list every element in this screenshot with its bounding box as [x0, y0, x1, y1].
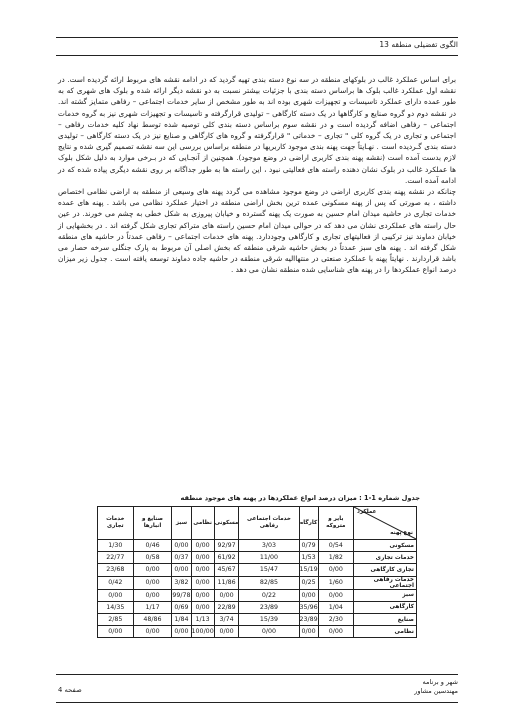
table-cell: 23/89: [239, 601, 299, 613]
table-cell: 0/00: [98, 589, 134, 601]
table-cell: 0/00: [214, 626, 239, 638]
row-label: سبز: [354, 589, 417, 601]
footer-top-rule: [56, 674, 458, 675]
table-row: [98, 601, 417, 613]
column-header: صنایع و انبارها: [133, 507, 172, 540]
table-cell: 0/00: [191, 552, 214, 564]
table-cell: 1/13: [191, 613, 214, 625]
table-cell: 35/96: [299, 601, 318, 613]
table-row: [98, 564, 417, 576]
table-cell: 1/84: [172, 613, 191, 625]
table-row: [98, 540, 417, 552]
table-cell: 0/00: [191, 589, 214, 601]
row-label: صنایع: [354, 613, 417, 625]
table-cell: 1/53: [299, 552, 318, 564]
paragraph-2: چنانکه در نقشه پهنه بندی کاربری اراضی در وضع موجود مشاهده می گردد پهنه های وسیعی از منطقه به اراضی نظامی اختصاص داشته ، به صورتی که پس از پهنه مسکونی عمده ترین بخش اراضی منطقه در اختیار عملکرد نظامی می باشد . پهنه های عمده خدمات تجاری در حاشیه میدان امام حسین به صورت یک پهنه گسترده و خیابان پیروزی به شکل خطی به چشم می خورند. در عین حال راسته های عملکردی نشان می دهد که در حوالی میدان امام حسین راسته های متراکم تجاری شکل گرفته اند . در بخشهایی از خیابان دماوند نیز ترکیبی از فعالیتهای تجاری و کارگاهی وجوددارد. پهنه های خدمات اجتماعی – رفاهی عمدتاً در حاشیه های منطقه شکل گرفته اند . پهنه های سبز عمدتاً در بخش حاشیه شرقی منطقه که بخش اصلی آن مربوط به پارک جنگلی سرخه حصار می باشد قراردارند . نهایتاً پهنه با عملکرد صنعتی در منتهاالیه شرقی منطقه در حاشیه جاده دماوند توسعه یافته است . جدول زیر میزان درصد انواع عملکردها را در پهنه های شناسایی شده منطقه نشان می دهد .: [58, 187, 456, 275]
corner-label-zone: نوع پهنه: [390, 530, 413, 536]
column-header: بایر و متروکه: [318, 507, 353, 540]
table-cell: 45/67: [214, 564, 239, 576]
column-header: مسکونی: [214, 507, 239, 540]
table-cell: 0/25: [299, 576, 318, 589]
table-cell: 11/86: [214, 576, 239, 589]
header-bottom-rule: [56, 55, 458, 56]
table-cell: 0/00: [318, 626, 353, 638]
column-header: کارگاه: [299, 507, 318, 540]
header-top-rule: [56, 37, 458, 38]
table-cell: 0/37: [172, 552, 191, 564]
table-cell: 0/00: [133, 576, 172, 589]
table-cell: 22/77: [98, 552, 134, 564]
table-cell: 0/00: [318, 564, 353, 576]
table-cell: 0/79: [299, 540, 318, 552]
table-cell: 1/04: [318, 601, 353, 613]
paragraph-1: برای اساس عملکرد غالب در بلوکهای منطقه در سه نوع دسته بندی تهیه گردید که در ادامه نقشه های مربوط ارائه گردیده است. در نقشه اول عملکرد غالب بلوک ها براساس دسته بندی با جزئیات بیشتر نسبت به دو نقشه دیگر ارائه شده و بلوک های شهری که به طور عمده دارای عملکرد تاسیسات و تجهیزات شهری بوده اند به طور مشخص از سایر خدمات اجتماعی – رفاهی متمایز گشته اند. در نقشه دوم دو گروه صنایع و کارگاهها در یک دسته کارگاهی – تولیدی قرارگرفته و تاسیسات و تجهیزات شهری نیز به گروه خدمات اجتماعی – رفاهی اضافه گردیده است و در نقشه سوم براساس دسته بندی کلی توصیه شده توسط نهاد کلیه خدمات رفاهی – اجتماعی و تجاری در یک گروه کلی " تجاری – خدماتی " قرارگرفته و گروه های کارگاهی و صنایع نیز در یک دسته کارگاهی – تولیدی دسته بندی گـردیده است . نهـایتاً جهت پهنه بندی موجود کاربریها در منطقه براساس بررسی این سه نقشه تصمیم گیری شده و نتایج لازم بدست آمده است (نقشه پهنه بندی کاربری اراضی در وضع موجود). همچنین از آنجـایی که در بـرخی موارد به دلیل شکل بلوک ها عملکرد غالب در بلوک نشان دهنده راسته های فعالیتی نبود ، این راسته ها به طور جداگانه بر روی نقشه دیگری پیاده شده که در ادامه آمده است.: [58, 75, 456, 185]
corner-header-cell: [354, 507, 417, 540]
table-cell: 0/58: [133, 552, 172, 564]
table-cell: 0/00: [133, 626, 172, 638]
footer-brand-line2: مهندسین مشاور: [414, 687, 458, 695]
column-header: سبز: [172, 507, 191, 540]
table-cell: 82/85: [239, 576, 299, 589]
table-cell: 0/00: [191, 540, 214, 552]
table-cell: 23/68: [98, 564, 134, 576]
table-cell: 1/60: [318, 576, 353, 589]
table-cell: 15/47: [239, 564, 299, 576]
table-row: [98, 552, 417, 564]
table-cell: 0/00: [191, 564, 214, 576]
table-cell: 0/00: [98, 626, 134, 638]
table-cell: 0/00: [172, 540, 191, 552]
table-cell: 99/78: [172, 589, 191, 601]
table-cell: 0/69: [172, 601, 191, 613]
table-cell: 22/89: [214, 601, 239, 613]
row-label: مسکونی: [354, 540, 417, 552]
table-cell: 11/00: [239, 552, 299, 564]
row-label: کارگاهی: [354, 601, 417, 613]
table-cell: 23/89: [299, 613, 318, 625]
row-label: خدمات رفاهی اجتماعی: [354, 576, 417, 589]
table-cell: 0/00: [172, 626, 191, 638]
table-cell: 0/00: [318, 589, 353, 601]
table-row: [98, 613, 417, 625]
row-label: خدمات تجاری: [354, 552, 417, 564]
table-cell: 2/30: [318, 613, 353, 625]
table-cell: 92/97: [214, 540, 239, 552]
table-row: [98, 576, 417, 589]
table-cell: 0/00: [172, 564, 191, 576]
table-cell: 0/00: [214, 589, 239, 601]
column-header: خدمات تجاری: [98, 507, 134, 540]
corner-label-function: عملکرد: [357, 509, 377, 515]
table-cell: 0/42: [98, 576, 134, 589]
header-title: الگوی تفضیلی منطقه 13: [379, 40, 458, 49]
table-cell: 0/46: [133, 540, 172, 552]
row-label: تجاری کارگاهی: [354, 564, 417, 576]
table-header-row: [98, 507, 417, 540]
table-cell: 1/82: [318, 552, 353, 564]
table-cell: 0/00: [191, 601, 214, 613]
table-cell: 3/82: [172, 576, 191, 589]
column-header: نظامی: [191, 507, 214, 540]
table-cell: 1/30: [98, 540, 134, 552]
footer-brand: [414, 678, 458, 696]
page-number: صفحه 4: [58, 686, 82, 694]
table-cell: 0/00: [299, 589, 318, 601]
table-cell: 3/74: [214, 613, 239, 625]
land-use-table: [97, 506, 417, 638]
footer-bottom-rule: [56, 702, 458, 703]
table-cell: 15/39: [239, 613, 299, 625]
table-cell: 3/03: [239, 540, 299, 552]
footer-brand-line1: شهر و برنامه: [422, 678, 458, 686]
table-row: [98, 626, 417, 638]
table-cell: 15/19: [299, 564, 318, 576]
table-cell: 0/00: [191, 576, 214, 589]
table-cell: 1/17: [133, 601, 172, 613]
table-row: [98, 589, 417, 601]
table-caption: جدول شماره 1-1 : میزان درصد انواع عملکردها در پهنه های موجود منطقه: [180, 494, 420, 502]
table-cell: 2/85: [98, 613, 134, 625]
table-body: [98, 540, 417, 638]
table-cell: 0/00: [239, 626, 299, 638]
table-cell: 0/54: [318, 540, 353, 552]
table-cell: 14/35: [98, 601, 134, 613]
table-cell: 61/92: [214, 552, 239, 564]
column-header: خدمات اجتماعی رفاهی: [239, 507, 299, 540]
table-cell: 0/22: [239, 589, 299, 601]
table-cell: 0/00: [299, 626, 318, 638]
table-cell: 0/00: [133, 589, 172, 601]
table-cell: 48/86: [133, 613, 172, 625]
table-cell: 0/00: [133, 564, 172, 576]
body-text: [58, 74, 456, 276]
table-cell: 100/00: [191, 626, 214, 638]
row-label: نظامی: [354, 626, 417, 638]
